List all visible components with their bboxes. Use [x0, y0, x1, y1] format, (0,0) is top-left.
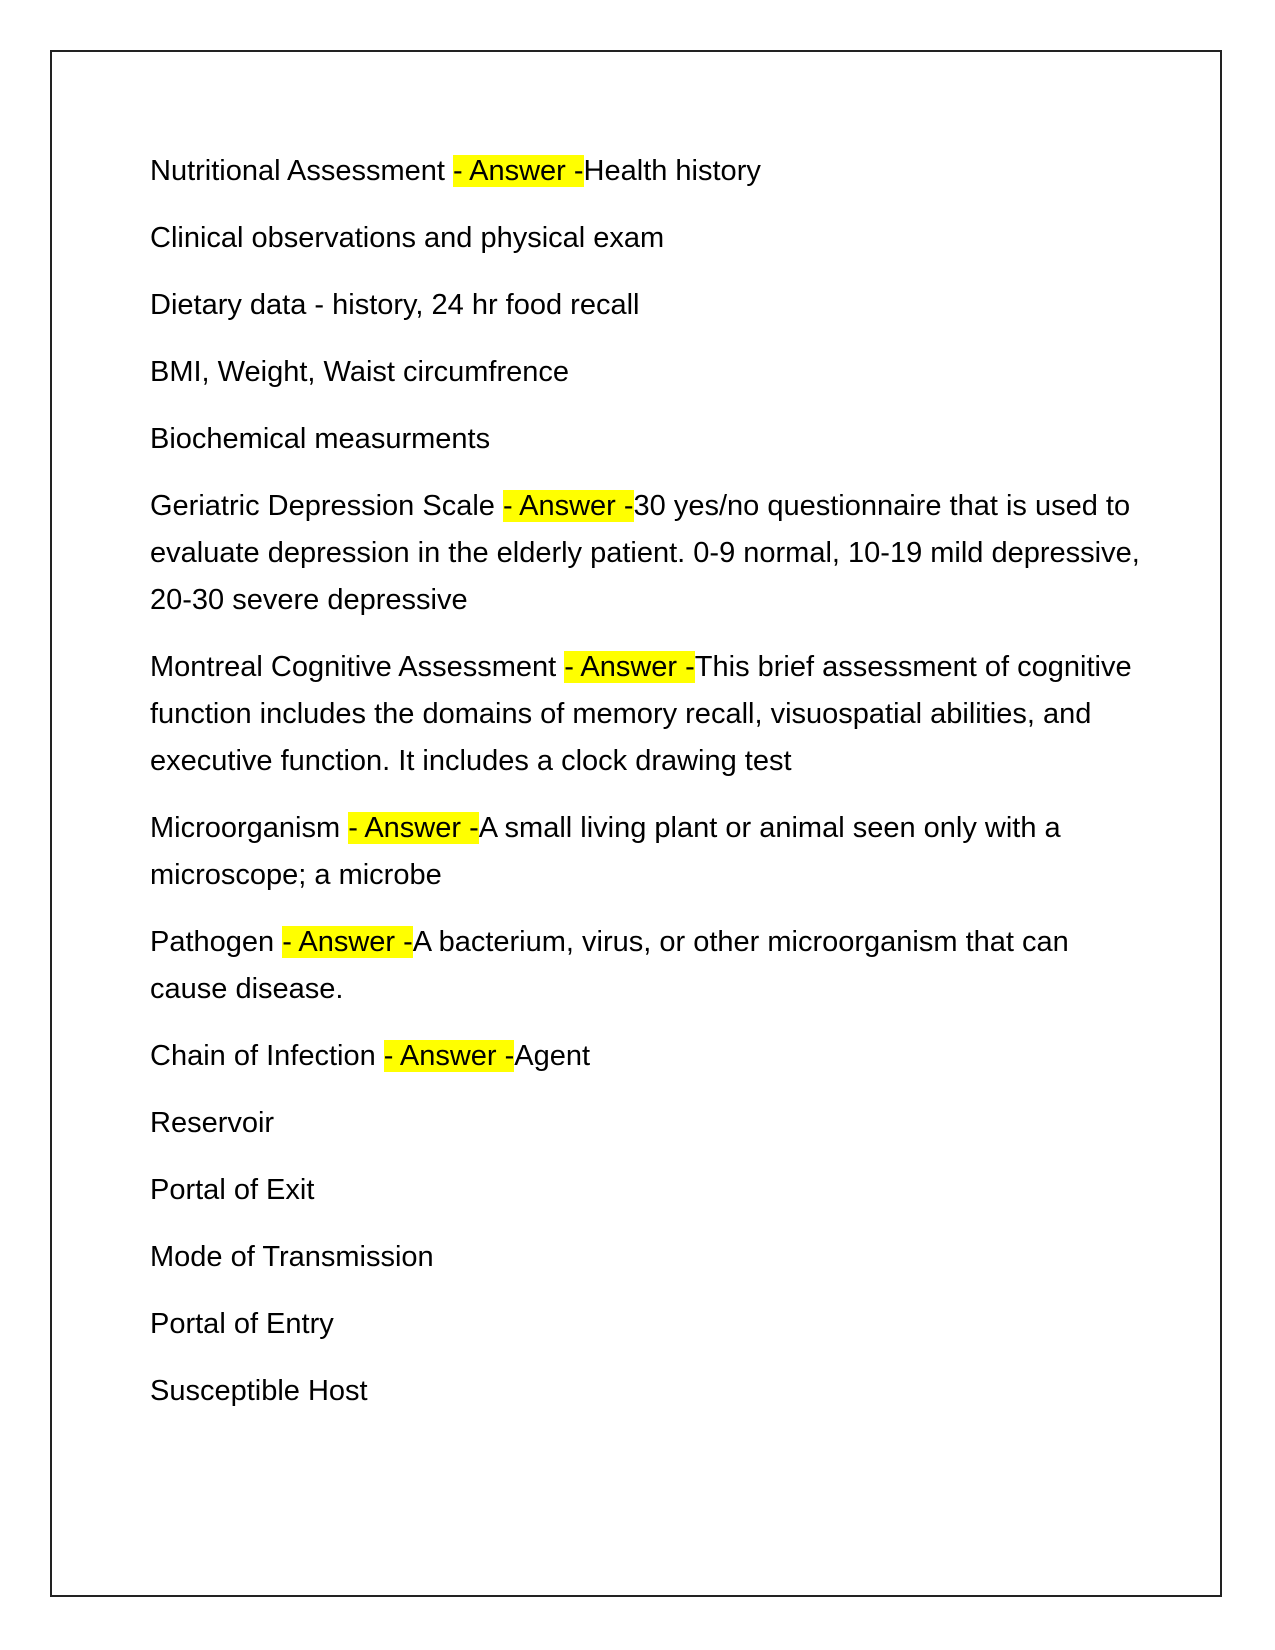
paragraph-microorganism	[150, 805, 1150, 899]
paragraph-bmi: BMI, Weight, Waist circumfrence	[150, 356, 569, 388]
paragraph-portal-of-entry: Portal of Entry	[150, 1308, 334, 1340]
paragraph-dietary-data: Dietary data - history, 24 hr food recall	[150, 289, 640, 321]
paragraph-biochemical: Biochemical measurments	[150, 423, 491, 455]
answer-marker-highlight: - Answer -	[282, 926, 413, 958]
answer-marker-highlight: - Answer -	[348, 812, 479, 844]
paragraph-reservoir: Reservoir	[150, 1107, 275, 1139]
answer-marker-highlight: - Answer -	[564, 651, 695, 683]
paragraph-mode-of-transmission: Mode of Transmission	[150, 1241, 434, 1273]
answer-text: This brief assessment of cognitive function includes the domains of memory recall, visuospatial abilities, and executive function. It includes a clock drawing test	[150, 651, 1132, 777]
answer-text: A small living plant or animal seen only with a microscope; a microbe	[150, 812, 1061, 891]
term: Nutritional Assessment	[150, 155, 454, 187]
paragraph-clinical-observations: Clinical observations and physical exam	[150, 222, 665, 254]
answer-text: A bacterium, virus, or other microorganism that can cause disease.	[150, 926, 1069, 1005]
paragraph-susceptible-host: Susceptible Host	[150, 1375, 368, 1407]
paragraph-geriatric-depression-scale	[150, 483, 1150, 624]
term: Geriatric Depression Scale	[150, 490, 503, 522]
answer-marker-highlight: - Answer -	[502, 490, 634, 522]
term: Pathogen	[150, 926, 283, 958]
paragraph-chain-of-infection	[150, 1033, 1150, 1080]
paragraph-portal-of-exit: Portal of Exit	[150, 1174, 315, 1206]
answer-text: 30 yes/no questionnaire that is used to evaluate depression in the elderly patient. 0-9 normal, 10-19 mild depressive, 20-30 severe depressive	[150, 490, 1140, 616]
answer-text: Agent	[514, 1040, 591, 1072]
paragraph-pathogen	[150, 919, 1150, 1013]
document-body	[150, 148, 1150, 1435]
paragraph-montreal-cognitive-assessment	[150, 644, 1150, 785]
term: Microorganism	[150, 812, 349, 844]
answer-marker-highlight: - Answer -	[383, 1040, 515, 1072]
term: Montreal Cognitive Assessment	[150, 651, 565, 683]
answer-text: Health history	[583, 155, 761, 187]
paragraph-nutritional-assessment	[150, 148, 1150, 195]
answer-marker-highlight: - Answer -	[453, 155, 584, 187]
term: Chain of Infection	[150, 1040, 384, 1072]
